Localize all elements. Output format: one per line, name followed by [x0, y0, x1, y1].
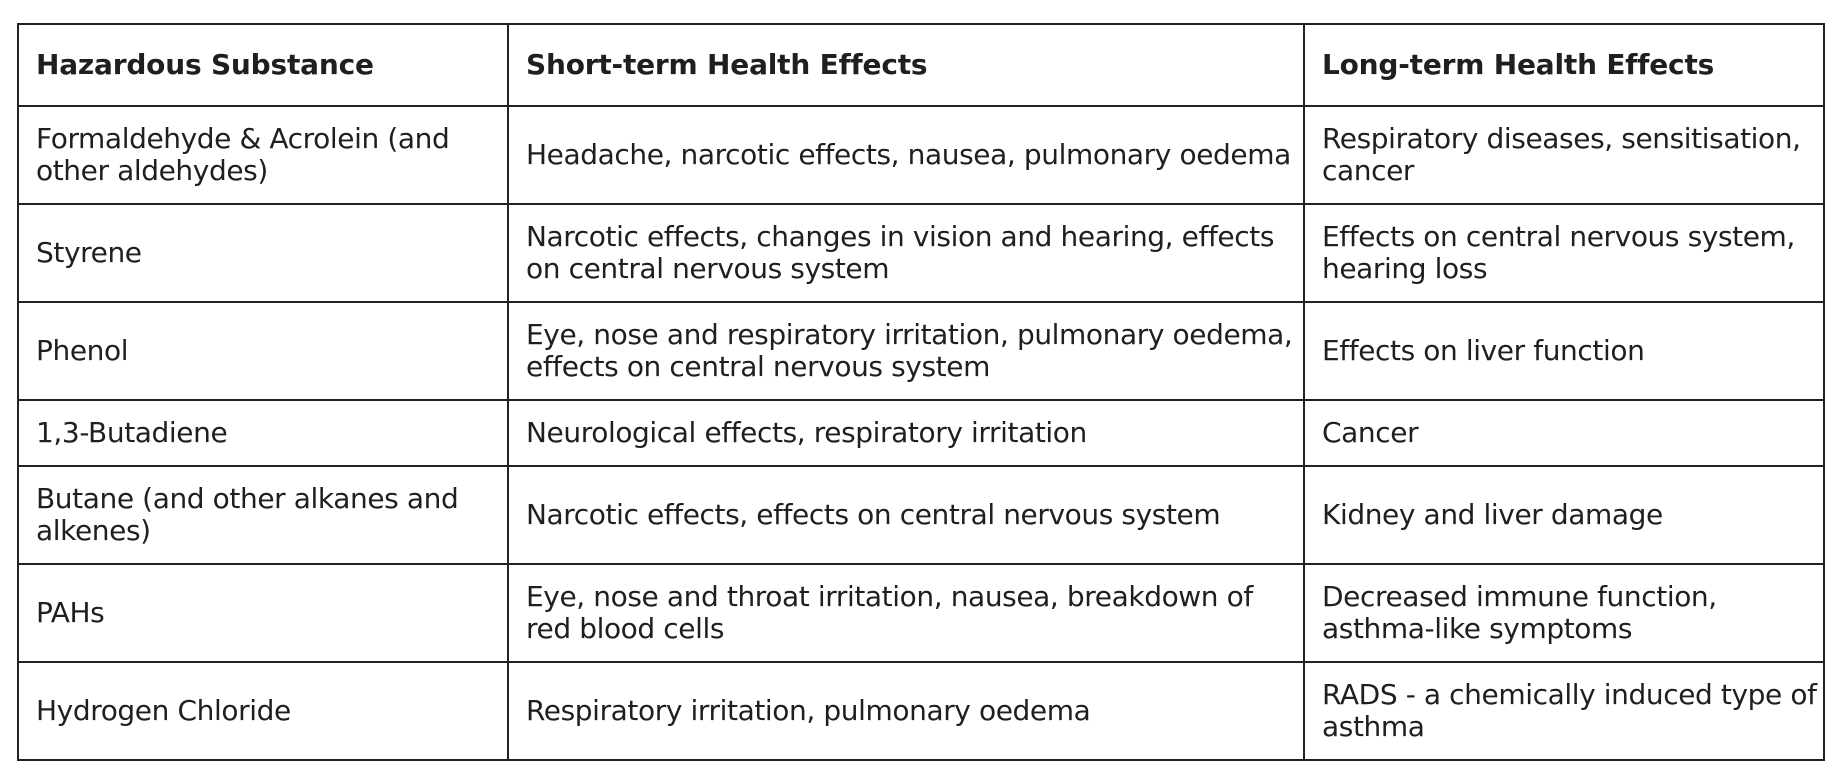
substance-cell [18, 302, 508, 400]
long-term-cell [1304, 302, 1824, 400]
long-term-text: Effects on liver function [1322, 334, 1645, 367]
short-term-cell [508, 466, 1304, 564]
substance-text: Hydrogen Chloride [36, 694, 291, 727]
table-row [18, 564, 1824, 662]
column-header-substance: Hazardous Substance [18, 24, 508, 106]
short-term-cell [508, 564, 1304, 662]
short-term-cell [508, 204, 1304, 302]
substance-cell [18, 564, 508, 662]
long-term-cell [1304, 204, 1824, 302]
table-row [18, 204, 1824, 302]
long-term-text: Effects on central nervous system, hearing loss [1322, 220, 1795, 285]
short-term-text: Narcotic effects, changes in vision and hearing, effects on central nervous system [526, 220, 1275, 285]
substance-text: Styrene [36, 236, 142, 269]
long-term-text: RADS - a chemically induced type of asthma [1322, 678, 1817, 743]
long-term-text: Respiratory diseases, sensitisation, cancer [1322, 122, 1801, 187]
substance-text: PAHs [36, 596, 105, 629]
short-term-cell [508, 662, 1304, 760]
substance-text: 1,3-Butadiene [36, 416, 228, 449]
table-row [18, 302, 1824, 400]
short-term-text: Eye, nose and throat irritation, nausea, breakdown of red blood cells [526, 580, 1253, 645]
long-term-cell [1304, 466, 1824, 564]
substance-cell [18, 204, 508, 302]
column-header-long-term: Long-term Health Effects [1304, 24, 1824, 106]
short-term-cell [508, 400, 1304, 466]
substance-cell [18, 400, 508, 466]
substance-cell [18, 106, 508, 204]
short-term-text: Eye, nose and respiratory irritation, pulmonary oedema, effects on central nervous system [526, 318, 1293, 383]
substance-text: Butane (and other alkanes and alkenes) [36, 482, 459, 547]
table-header-row [18, 24, 1824, 106]
long-term-cell [1304, 400, 1824, 466]
long-term-text: Kidney and liver damage [1322, 498, 1663, 531]
short-term-text: Respiratory irritation, pulmonary oedema [526, 694, 1091, 727]
substance-text: Formaldehyde & Acrolein (and other aldehydes) [36, 122, 450, 187]
short-term-cell [508, 302, 1304, 400]
table-row [18, 662, 1824, 760]
short-term-text: Neurological effects, respiratory irritation [526, 416, 1087, 449]
short-term-text: Narcotic effects, effects on central nervous system [526, 498, 1221, 531]
health-effects-table [17, 23, 1825, 761]
short-term-cell [508, 106, 1304, 204]
long-term-text: Cancer [1322, 416, 1419, 449]
column-header-short-term: Short-term Health Effects [508, 24, 1304, 106]
substance-text: Phenol [36, 334, 129, 367]
long-term-cell [1304, 662, 1824, 760]
long-term-cell [1304, 564, 1824, 662]
short-term-text: Headache, narcotic effects, nausea, pulmonary oedema [526, 138, 1291, 171]
long-term-cell [1304, 106, 1824, 204]
table-row [18, 400, 1824, 466]
substance-cell [18, 466, 508, 564]
table-row [18, 106, 1824, 204]
substance-cell [18, 662, 508, 760]
health-effects-table-container [17, 23, 1823, 761]
table-row [18, 466, 1824, 564]
long-term-text: Decreased immune function, asthma-like symptoms [1322, 580, 1717, 645]
